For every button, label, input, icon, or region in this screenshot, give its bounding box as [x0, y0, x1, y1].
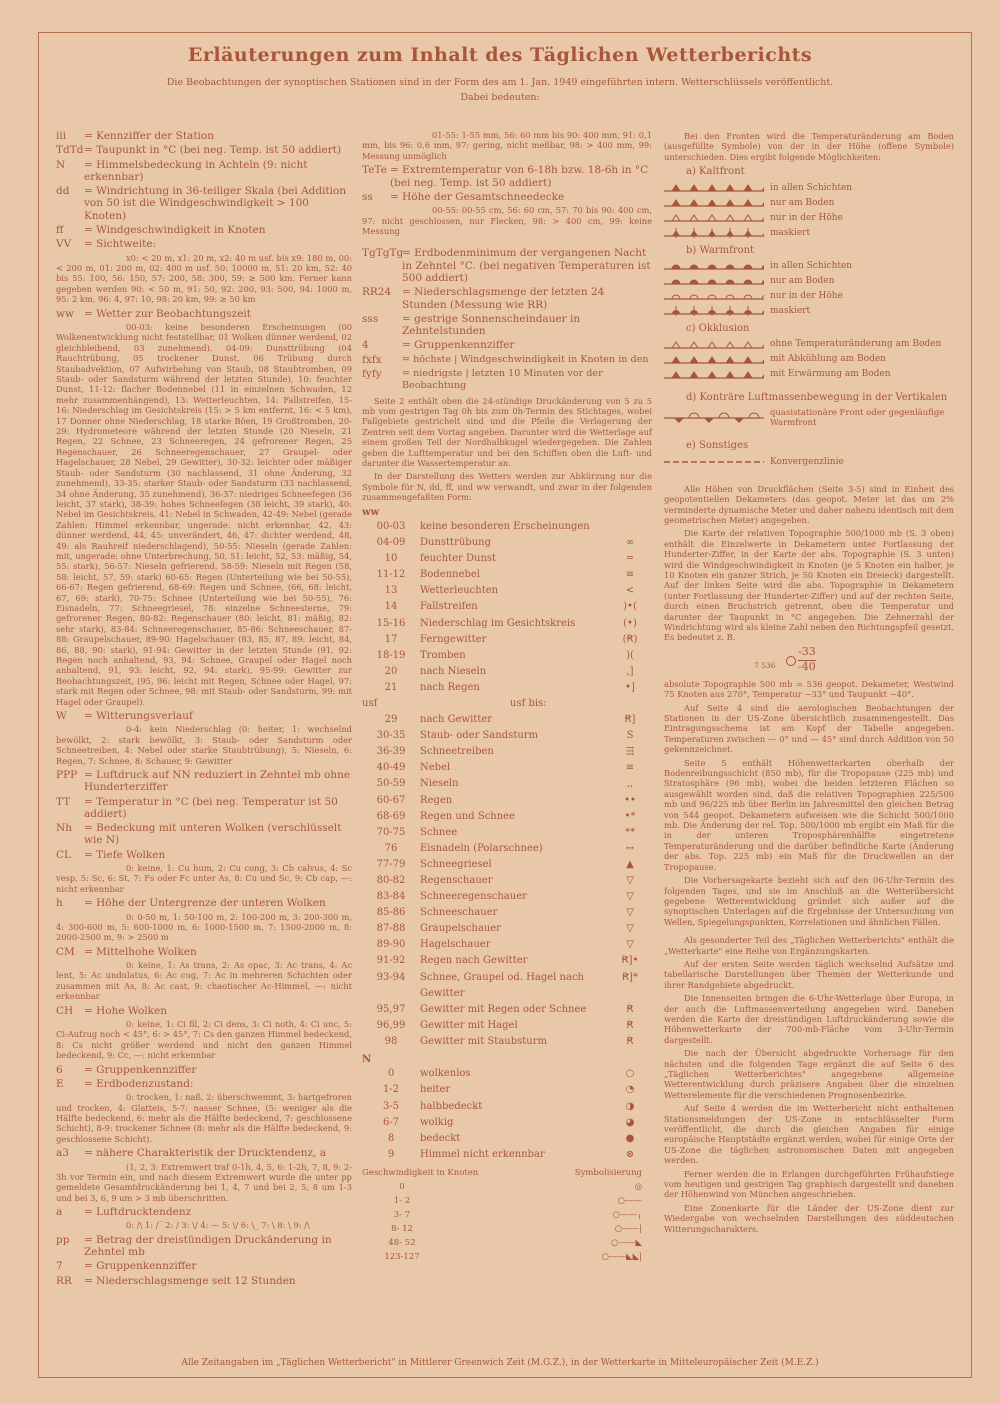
- topographie-paragraph: Die Karte der relativen Topographie 500/1000 mb (S. 3 oben) enthält die Einzelwerte in Dekametern unter Fortlassung der Hunderter-Ziffer, in der Karte der abs. Topographie (S. 3 unten) wird die Windgeschwindigkeit in Knoten (je 5 Knoten ein halber, je 10 Knoten ein ganzer Strich, je 50 Knoten ein Dreieck) dargestellt. Auf der linken Seite wird die abs. Topographie in Dekametern (unter Fortlassung der Hunderter-Ziffer) und auf der rechten Seite, durch einen Bruchstrich getrennt, oben die Temperatur und darunter der Taupunkt in °C angegeben. Die Zehnerzahl der Windrichtung wird als kleine Zahl neben den Richtungspfeil gesetzt. Es bedeutet z. B.: [664, 528, 954, 643]
- table-row: 18-19 Tromben )(: [362, 648, 652, 664]
- front-symbol-icon: [664, 196, 764, 210]
- n-header: N: [362, 1054, 372, 1066]
- station-circle-icon: [786, 656, 796, 666]
- table-row: 8 bedeckt ●: [362, 1131, 652, 1147]
- weather-symbol-icon: Ꞧ]•: [621, 955, 639, 967]
- sonstiges-header: e) Sonstiges: [686, 440, 749, 452]
- column-1: [56, 128, 352, 1287]
- entry-ww: ww = Wetter zur Beobachtungszeit: [56, 307, 252, 320]
- weather-symbol-icon: ▽: [626, 875, 634, 887]
- table-row: 77-79 Schneegriesel ▲: [362, 857, 652, 873]
- front-item: nur am Boden: [664, 274, 954, 289]
- table-row: 3-5 halbbedeckt ◑: [362, 1099, 652, 1115]
- entry-ch: CH = Hohe Wolken: [56, 1004, 168, 1017]
- w-description: 0-4: kein Niederschlag (0: heiter, 1: wechselnd bewölkt, 2: stark bewölkt, 3: Staub- oder Sandsturm oder Schneetreiben, 4: Nebel oder starke Staubtrübung), 5: Nieseln, 6: Regen, 7: Schnee, 8: Schauer, 9: Gewitter: [56, 724, 352, 766]
- seite4-paragraph: Auf Seite 4 sind die aerologischen Beobachtungen der Stationen in der US-Zone übersichtlich zusammengestellt. Das Eintragungsschema ist am Kopf der Tabelle angegeben. Temperaturen zwischen — 0° und — 45° sind durch Addition von 50 gekennzeichnet.: [664, 702, 954, 755]
- wind-barb-icon: ○——╷: [612, 1209, 642, 1220]
- weather-symbol-icon: ⊗: [625, 1148, 635, 1160]
- table-row: 83-84 Schneeregenschauer ▽: [362, 889, 652, 905]
- entry-group7: 7 = Gruppenkennziffer: [56, 1260, 197, 1273]
- weather-symbol-icon: ⇶: [625, 746, 635, 758]
- weather-symbol-icon: (•): [623, 617, 637, 629]
- weather-symbol-icon: ▽: [626, 907, 634, 919]
- entry-iii: iii = Kennziffer der Station: [56, 130, 214, 142]
- a-tendency-symbols: 0: /\ 1: /‾ 2: / 3: \/ 4: — 5: \/ 6: \_ 7: \ 8: \ 9: /\: [126, 1220, 310, 1231]
- column-2: [362, 128, 652, 1264]
- cl-description: 0: keine, 1: Cu hum, 2: Cu cong, 3: Cb calvus, 4: Sc vesp, 5: Sc, 6: St, 7: Fs oder Fc unter As, 8: Cu und Sc, 9: Cb cap, —: nicht erkennbar: [56, 863, 352, 894]
- table-row: 8- 12 ○——|: [362, 1222, 652, 1236]
- table-row: 00-03 keine besonderen Erscheinungen: [362, 519, 652, 535]
- front-item: mit Abkühlung am Boden: [664, 352, 954, 367]
- ww-header: ww: [362, 506, 380, 518]
- table-row: 68-69 Regen und Schnee •*: [362, 809, 652, 825]
- kaltfront-header: a) Kaltfront: [686, 166, 745, 178]
- front-item: nur in der Höhe: [664, 289, 954, 304]
- weather-symbol-icon: ,,: [626, 778, 634, 790]
- table-row: 96,99 Gewitter mit Hagel Ꞧ: [362, 1018, 652, 1034]
- wind-header: Geschwindigkeit in Knoten Symbolisierung: [362, 1167, 642, 1178]
- weather-symbol-icon: ◕: [625, 1116, 635, 1128]
- entry-cl: CL = Tiefe Wolken: [56, 848, 166, 861]
- table-row: 80-82 Regenschauer ▽: [362, 873, 652, 889]
- vv-description: x0: < 20 m, x1: 20 m, x2: 40 m usf. bis x9: 180 m, 00: < 200 m, 01: 200 m, 02: 400 m usf. 50: 10000 m, 51: 20 km, 52: 40 bis 55: 100, 56: 150, 57: 200, 58: 300, 59: ≥ 500 km. Ferner kann gegeben werden 90: < 50 m, 91: 50, 92: 200, 93: 500, 94: 1000 m, 95: 2 km, 96: 4, 97: 10, 98: 20 km, 99: ≥ 50 km: [56, 252, 352, 305]
- weather-symbol-icon: )•(: [623, 601, 637, 613]
- front-symbol-icon: [664, 338, 764, 352]
- table-row: 60-67 Regen ••: [362, 793, 652, 809]
- front-item: maskiert: [664, 304, 954, 319]
- example-explanation: absolute Topographie 500 mb = 536 geopot. Dekameter, Westwind 75 Knoten aus 270°, Temperatur −33° und Taupunkt −40°.: [664, 678, 954, 700]
- weather-symbol-icon: Ꞧ: [626, 1003, 634, 1015]
- warmfront-header: b) Warmfront: [686, 244, 755, 256]
- table-row: 50-59 Nieseln ,,: [362, 776, 652, 792]
- wind-barb-icon: ○——: [617, 1195, 642, 1206]
- entry-tete: TeTe = Extremtemperatur von 6-18h bzw. 18-6h in °C (bei neg. Temp. ist 50 addiert): [362, 164, 649, 189]
- table-row: 10 feuchter Dunst =: [362, 551, 652, 567]
- table-row: 17 Ferngewitter (Ꞧ): [362, 632, 652, 648]
- weather-symbol-icon: S: [626, 730, 634, 742]
- warmfront-list: [664, 259, 954, 319]
- fronts-intro: Bei den Fronten wird die Temperaturänderung am Boden (ausgefüllte Symbole) von der in der Höhe (offene Symbole) unterschieden. Dies ergibt folgende Möglichkeiten:: [664, 131, 954, 162]
- wetterkarte-paragraph: Als gesonderter Teil des „Täglichen Wetterberichts" enthält die „Wetterkarte" eine Reihe von Ergänzungskarten.: [664, 935, 954, 956]
- weather-symbol-icon: ↔: [625, 842, 635, 854]
- table-row: 9 Himmel nicht erkennbar ⊗: [362, 1147, 652, 1163]
- front-symbol-icon: [664, 304, 764, 318]
- weather-symbol-icon: ●: [625, 1132, 635, 1144]
- table-row: 29 nach Gewitter Ꞧ]: [362, 712, 652, 728]
- okklusion-header: c) Okklusion: [686, 322, 750, 334]
- entry-vv: VV = Sichtweite:: [56, 238, 157, 251]
- table-row: 70-75 Schnee **: [362, 825, 652, 841]
- hoehen-paragraph: Alle Höhen von Druckflächen (Seite 3-5) sind in Einheit des geopotentiellen Dekameters (das geopot. Meter ist das um 2% verminderte dynamische Meter und daher nahezu identisch mit dem geometrischen Meter) angegeben.: [664, 483, 954, 525]
- weather-symbol-icon: <: [625, 585, 635, 597]
- table-row: 85-86 Schneeschauer ▽: [362, 905, 652, 921]
- seite2-text: Seite 2 enthält oben die 24-stündige Druckänderung von 5 zu 5 mb vom gestrigen Tag 0h bis zum 0h-Termin des Stichtages, wobei Fallgebiete gestrichelt sind und die Pfeile die Verlagerung der Zentren seit dem Vortag angeben. Darunter wird die Wetterlage auf einem großen Teil der Nordhalbkugel wiedergegeben. Die Zahlen geben die Lufttemperatur und bei den Schiffen oben die Luft- und darunter die Wassertemperatur an.: [362, 395, 652, 469]
- vorhersage-paragraph: Die Vorhersagekarte bezieht sich auf den 06-Uhr-Termin des folgenden Tages, und sie im Anschluß an die Wetterübersicht gegebene Wetterentwicklung gründet sich außer auf die synoptischen Unterlagen auf die Ergebnisse der Untersuchung von Wellen, Spiegelungspunkten, Korrelationen und ähnlichen Fällen.: [664, 875, 954, 927]
- weather-symbol-icon: ▽: [626, 923, 634, 935]
- entry-ff: ff = Windgeschwindigkeit in Knoten: [56, 224, 266, 237]
- table-row: 36-39 Schneetreiben ⇶: [362, 744, 652, 760]
- table-row: 93-94 Schnee, Graupel od. Hagel nach Gewitter Ꞧ]*: [362, 970, 652, 1002]
- front-item: nur am Boden: [664, 196, 954, 211]
- page-subtitle: Die Beobachtungen der synoptischen Stationen sind in der Form des am 1. Jan. 1949 eingeführten intern. Wetterschlüssels veröffentlicht. Dabei bedeuten:: [166, 77, 834, 103]
- front-symbol-icon: [664, 274, 764, 288]
- table-row: 3- 7 ○——╷: [362, 1208, 652, 1222]
- table-row: 76 Eisnadeln (Polarschnee) ↔: [362, 841, 652, 857]
- weather-symbol-icon: )(: [626, 649, 634, 661]
- table-row: 98 Gewitter mit Staubsturm Ꞧ: [362, 1034, 652, 1050]
- table-row: 87-88 Graupelschauer ▽: [362, 921, 652, 937]
- wind-barb-icon: ○——|: [614, 1223, 642, 1234]
- konvergenzlinie: Konvergenzlinie: [664, 455, 954, 470]
- table-row: 15-16 Niederschlag im Gesichtskreis (•): [362, 616, 652, 632]
- entry-cm: CM = Mittelhohe Wolken: [56, 945, 197, 958]
- entry-nh: Nh = Bedeckung mit unteren Wolken (verschlüsselt wie N): [56, 822, 342, 847]
- e-description: 0: trocken, 1: naß, 2: überschwemmt, 3: hartgefroren und trocken, 4: Glatteis, 5-7: nasser Schnee, (5: weniger als die Hälfte bedeckend, 6: mehr als die Hälfte bedeckend, 7: geschlossene Schicht), 8-9: trockener Schnee (8: mehr als die Hälfte bedeckend, 9: geschlossene Schicht).: [56, 1092, 352, 1144]
- erste-seite-paragraph: Auf der ersten Seite werden täglich wechselnd Aufsätze und tabellarische Darstellungen über Themen der Wetterkunde und ihrer Randgebiete abgedruckt.: [664, 958, 954, 990]
- front-symbol-icon: [664, 181, 764, 195]
- wind-barb-icon: ○——◣◣|: [601, 1251, 642, 1262]
- table-row: 0 wolkenlos ○: [362, 1066, 652, 1082]
- table-row: 1-2 heiter ◔: [362, 1082, 652, 1098]
- entry-fxfx: fxfx = höchste | Windgeschwindigkeit in Knoten in den: [362, 353, 649, 366]
- usf-row: usf usf bis:: [362, 697, 547, 709]
- weather-symbol-icon: [608, 519, 652, 535]
- entry-pp: pp = Betrag der dreistündigen Druckänderung in Zehntel mb: [56, 1233, 332, 1259]
- weather-symbol-icon: ◑: [625, 1100, 635, 1112]
- weather-symbol-icon: Ꞧ: [626, 1035, 634, 1047]
- okklusion-list: [664, 337, 954, 382]
- weather-symbol-icon: ◔: [625, 1084, 635, 1096]
- front-item: mit Erwärmung am Boden: [664, 367, 954, 382]
- table-row: 123-127 ○——◣◣|: [362, 1250, 652, 1264]
- weather-symbol-icon: ▽: [626, 939, 634, 951]
- table-row: 0 ◎: [362, 1180, 652, 1194]
- rr-description: 01-55: 1-55 mm, 56: 60 mm bis 90: 400 mm, 91: 0,1 mm, bis 96: 0,6 mm, 97: gering, nicht meßbar, 98: > 400 mm, 99: Messung unmöglich: [362, 130, 652, 161]
- weather-symbol-icon: ≡: [625, 569, 635, 581]
- zonenkarte-paragraph: Eine Zonenkarte für die Länder der US-Zone dient zur Wiedergabe von wechselnden Darstellungen des süddeutschen Witterungscharakters.: [664, 1202, 954, 1234]
- front-symbol-icon: [664, 226, 764, 240]
- front-symbol-icon: [664, 289, 764, 303]
- table-row: 30-35 Staub- oder Sandsturm S: [362, 728, 652, 744]
- entry-h: h = Höhe der Untergrenze der unteren Wolken: [56, 897, 326, 910]
- front-item: maskiert: [664, 226, 954, 241]
- ww-description: 00-03: keine besonderen Erscheinungen (00 Wolkenentwicklung nicht feststellbar, 01 Wolken dünner werdend, 02 gleichbleibend, 03 zunehmend). 04-09: Dunsttrübung (04 Rauchtrübung, 05 trockener Dunst, 06 Trübung durch Staubadvektion, 07 Aufwirbelung von Staub, 08 Staubtromben, 09 Staub- oder Sandsturm während der letzten Stunde), 10: feuchter Dunst, 11-12: flacher Bodennebel (11 in einzelnen Schwaden, 12 mehr zusammenhängend), 13: Wetterleuchten, 14: Fallstreifen, 15-16: Niederschlag im Gesichtskreis (15: > 5 km entfernt, 16: < 5 km), 17 Donner ohne Niederschlag, 18 starke Böen, 19 Großtromben, 20-29: Hydrometeore während der letzten Stunde (20 Nieseln, 21 Regen, 22 Schnee, 23 Schneeregen, 24 gefrorener Regen, 25 Regenschauer, 26 Schneeregenschauer, 27 Graupel- oder Hagelschauer, 28 Nebel, 29 Gewitter), 30-32: leichter oder mäßiger Staub- oder Sandsturm (30 nachlassend, 31 ohne Änderung, 32 zunehmend), 33-35: starker Staub- oder Sandsturm (33 nachlassend, 34 ohne Änderung, 35 zunehmend), 36-37: niedriges Schneefegen (36 leicht, 37 stark), 38-39: hohes Schneefegen (38 leicht, 39 stark), 40: Nebel im Gesichtskreis, 41: Nebel in Schwaden, 42-49: Nebel (gerade Zahlen: Himmel erkennbar, ungerade: nicht erkennbar, 42, 43: dünner werdend, 44, 45: unverändert, 46, 47: dichter werdend, 48, 49: als Rauhreif niederschlagend), 50-55: Nieseln (gerade Zahlen: mit, ungerade: ohne Unterbrechung, 50, 51: leicht, 52, 53: mäßig, 54, 55: stark), 56-57: Nieseln gefrierend, 58-59: Nieseln mit Regen (58, 58: leicht, 57, 59: stark) 60-65: Regen (Unterteilung wie bei 50-55), 66-67: Regen gefrierend, 68-69: Regen und Schnee, (66, 68: leicht, 67, 69: stark), 70-75: Schnee (Unterteilung wie bei 50-55), 76: Eisnadeln, 77: Schneegriesel, 78: einzelne Schneesterne, 79: gefrorener Regen, 80-82: Regenschauer (80: leicht, 81: mäßig, 82: sehr stark), 83-84: Schneeregenschauer, 85-86: Schneeschauer, 87-88: Graupelschauer, 89-90: Hagelschauer (83, 85, 87, 89: leicht, 84, 86, 88, 90: stark), 91-94: Gewitter in der letzten Stunde (91, 92: Regen noch anhaltend, 93, 94: Schnee, Graupel oder Hagel noch anhaltend, 91, 93: leicht, 92, 94: stark), 95-99: Gewitter zur Beobachtungszeit, (95, 96: leicht mit Regen, Schnee oder Hagel, 97: stark mit Regen oder Schnee, 98: mit Staub- oder Sandsturm, 99: mit Hagel oder Graupel).: [56, 322, 352, 707]
- weather-symbol-icon: Ꞧ]*: [622, 971, 638, 983]
- weather-symbol-icon: ••: [624, 794, 636, 806]
- kaltfront-list: [664, 181, 954, 241]
- entry-dd: dd = Windrichtung in 36-teiliger Skala (bei Addition von 50 ist die Windgeschwindigkeit > 100 Knoten): [56, 185, 347, 222]
- entry-n: N = Himmelsbedeckung in Achteln (9: nicht erkennbar): [56, 158, 308, 183]
- a3-description: (1, 2, 3: Extremwert traf 0-1h, 4, 5, 6: 1-2h, 7, 8, 9: 2-3h vor Termin ein, und nach diesem Extremwert wurde die unter pp gemeldete Gesamtdruckänderung bei 1, 4, 7 und bei 2, 5, 8 um 1-3 und bei 3, 6, 9 um > 3 mb überschritten.: [56, 1161, 352, 1203]
- weather-symbol-icon: ○: [625, 1068, 635, 1080]
- entry-ppp: PPP = Luftdruck auf NN reduziert in Zehntel mb ohne Hunderterziffer: [56, 768, 351, 794]
- table-row: 48- 52 ○——◣: [362, 1236, 652, 1250]
- weather-symbol-icon: •]: [625, 681, 635, 693]
- cm-description: 0: keine, 1: As trans, 2: As opac, 3: Ac trans, 4: Ac lent, 5: Ac undulatus, 6: Ac cug, 7: Ac in mehreren Schichten oder zusammen mit As, 8: Ac cast, 9: chaotischer Ac-Himmel, —: nicht erkennbar: [56, 960, 352, 1002]
- front-symbol-icon: [664, 353, 764, 367]
- darstellung-text: In der Darstellung des Wetters werden zur Abkürzung nur die Symbole für N, dd, ff, und ww verwandt, und zwar in der folgenden zusammengefaßten Form:: [362, 471, 652, 503]
- entry-tg: TgTgTg = Erdbodenminimum der vergangenen Nacht in Zehntel °C. (bei negativen Temperaturen ist 500 addiert): [362, 247, 651, 284]
- table-row: 89-90 Hagelschauer ▽: [362, 937, 652, 953]
- table-row: 11-12 Bodennebel ≡: [362, 567, 652, 583]
- page-title: Erläuterungen zum Inhalt des Täglichen Wetterberichts: [187, 44, 813, 66]
- table-row: 13 Wetterleuchten <: [362, 583, 652, 599]
- station-example: 7 536 -33 -40: [754, 644, 816, 673]
- front-item: ohne Temperaturänderung am Boden: [664, 337, 954, 352]
- entry-group6: 6 = Gruppenkennziffer: [56, 1063, 197, 1076]
- table-row: 6-7 wolkig ◕: [362, 1115, 652, 1131]
- weather-symbol-icon: •*: [624, 810, 636, 822]
- table-row: 04-09 Dunsttrübung ∞: [362, 535, 652, 551]
- weather-symbol-icon: Ꞧ]: [624, 714, 636, 726]
- seite5-paragraph: Seite 5 enthält Höhenwetterkarten oberhalb der Bodenreibungsschicht (850 mb), für die Tropopause (225 mb) und Stratosphäre (96 mb), wobei die beiden letzteren Flächen so ausgewählt worden sind, daß die relativen Topographien 225/500 mb und 96/225 mb über Berlin im Jahresmittel den gleichen Betrag von 544 geopot. Dekametern aufweisen wie die Schicht 500/1000 mb. Die Änderung der rel. Top. 500/1000 mb ergibt ein Maß für die in der unteren Troposphärenhälfte eingetretene Temperaturänderung und die darüber befindliche Karte (Änderung der abs. Top. 225 mb) ein Maß für die Druckwellen an der Tropopause.: [664, 757, 954, 872]
- front-item: nur in der Höhe: [664, 211, 954, 226]
- weather-symbol-icon: ∞: [625, 537, 635, 549]
- front-item: in allen Schichten: [664, 259, 954, 274]
- fruehaufstiege-paragraph: Ferner werden die in Erlangen durchgeführten Frühaufstiege vom heutigen und gestrigen Tag graphisch dargestellt und daneben der Höhenwind von München angeschrieben.: [664, 1168, 954, 1200]
- entry-sss: sss = gestrige Sonnenscheindauer in Zehntelstunden: [362, 312, 581, 338]
- table-row: 95,97 Gewitter mit Regen oder Schnee Ꞧ: [362, 1002, 652, 1018]
- wind-barb-icon: ◎: [634, 1181, 642, 1192]
- ww-symbol-table: [362, 519, 652, 696]
- entry-tdtd: TdTd = Taupunkt in °C (bei neg. Temp. ist 50 addiert): [56, 144, 342, 157]
- kontraer-header: d) Konträre Luftmassenbewegung in der Vertikalen: [686, 392, 948, 404]
- entry-ss: ss = Höhe der Gesamtschneedecke: [362, 190, 565, 203]
- wind-barb-icon: ○——◣: [611, 1237, 642, 1248]
- table-row: 1- 2 ○——: [362, 1194, 652, 1208]
- weather-symbol-icon: ≡: [625, 762, 635, 774]
- innenseiten-paragraph: Die Innenseiten bringen die 6-Uhr-Wetterlage über Europa, in der auch die Luftmassenverteilung angegeben wird. Daneben werden die Karte der dreistündigen Luftdruckänderung sowie die Höhenwetterkarte der 700-mb-Fläche vom 3-Uhr-Termin dargestellt.: [664, 993, 954, 1045]
- vorhersage2-paragraph: Die nach der Übersicht abgedruckte Vorhersage für den nächsten und die folgenden Tage ergänzt die auf Seite 6 des „Täglichen Wetterberichtes" angegebene allgemeine Wetterentwicklung durch präzisere Angaben über die einzelnen Wetterelemente für die verschiedenen Prognosenbezirke.: [664, 1048, 954, 1100]
- table-row: 21 nach Regen •]: [362, 680, 652, 696]
- column-3: [664, 128, 954, 1237]
- wind-symbol-table: [362, 1180, 652, 1264]
- table-row: 20 nach Nieseln ,]: [362, 664, 652, 680]
- h-description: 0: 0-50 m, 1: 50-100 m, 2: 100-200 m, 3: 200-300 m, 4: 300-600 m, 5: 600-1000 m, 6: 1000-1500 m, 7: 1500-2000 m, 8: 2000-2500 m, 9: > 2500 m: [56, 911, 352, 943]
- weather-symbol-icon: =: [625, 553, 635, 565]
- table-row: 91-92 Regen nach Gewitter Ꞧ]•: [362, 953, 652, 969]
- entry-fyfy: fyfy = niedrigste | letzten 10 Minuten vor der Beobachtung: [362, 368, 603, 392]
- weather-symbol-icon: (Ꞧ): [622, 633, 638, 645]
- weather-symbol-icon: ,]: [626, 665, 634, 677]
- entry-rr24: RR24 = Niederschlagsmenge der letzten 24 Stunden (Messung wie RR): [362, 286, 605, 311]
- cloud-cover-table: [362, 1066, 652, 1163]
- entry-a3: a3 = nähere Charakteristik der Drucktendenz, a: [56, 1147, 326, 1160]
- weather-symbol-icon: ▽: [626, 891, 634, 903]
- ch-description: 0: keine, 1: Ci fil, 2: Ci dens, 3: Ci noth, 4: Ci unc, 5: Ci-Aufzug noch < 45°, 6: > 45°, 7: Cs den ganzen Himmel bedeckend, 8: Cs nicht größer werdend und nicht den ganzen Himmel bedeckend, 9: Cc, —: nicht erkennbar: [56, 1018, 352, 1061]
- front-symbol-icon: [664, 259, 764, 273]
- front-symbol-icon: [664, 211, 764, 225]
- front-item: in allen Schichten: [664, 181, 954, 196]
- entry-group4: 4 = Gruppenkennziffer: [362, 339, 515, 352]
- table-row: 14 Fallstreifen )•(: [362, 599, 652, 615]
- ww-symbol-table-2: [362, 712, 652, 1050]
- convergence-line-icon: [664, 457, 764, 467]
- stationsmeldungen-paragraph: Auf Seite 4 werden die im Wetterbericht nicht enthaltenen Stationsmeldungen der US-Zone in entschlüsselter Form veröffentlicht, die durch die gleichen Angaben für einige europäische Hauptstädte ergänzt werden, wobei für einige Orte der US-Zone die täglichen astronomischen Daten mit angegeben werden.: [664, 1103, 954, 1166]
- weather-symbol-icon: ▲: [626, 858, 634, 870]
- quasistationaer-front: quasistationäre Front oder gegenläufige Warmfront: [664, 406, 954, 430]
- entry-a: a = Luftdrucktendenz: [56, 1206, 192, 1219]
- entry-rr: RR = Niederschlagsmenge seit 12 Stunden: [56, 1274, 296, 1287]
- weather-symbol-icon: Ꞧ: [626, 1019, 634, 1031]
- entry-w: W = Witterungsverlauf: [56, 710, 193, 723]
- entry-tt: TT = Temperatur in °C (bei neg. Temperatur ist 50 addiert): [56, 795, 338, 820]
- weather-symbol-icon: **: [625, 826, 635, 838]
- ss-description: 00-55: 00-55 cm, 56: 60 cm, 57: 70 bis 90: 400 cm, 97: nicht geschlossen, nur Flecken, 98: > 400 cm, 99: keine Messung: [362, 205, 652, 236]
- footer-note: Alle Zeitangaben im „Täglichen Wetterbericht" in Mittlerer Greenwich Zeit (M.G.Z.), in der Wetterkarte in Mitteleuropäischer Zeit (M.E.Z.): [181, 1358, 819, 1368]
- table-row: 40-49 Nebel ≡: [362, 760, 652, 776]
- front-symbol-icon: [664, 368, 764, 382]
- quasistationary-front-icon: [664, 411, 764, 425]
- entry-e: E = Erdbodenzustand:: [56, 1077, 194, 1090]
